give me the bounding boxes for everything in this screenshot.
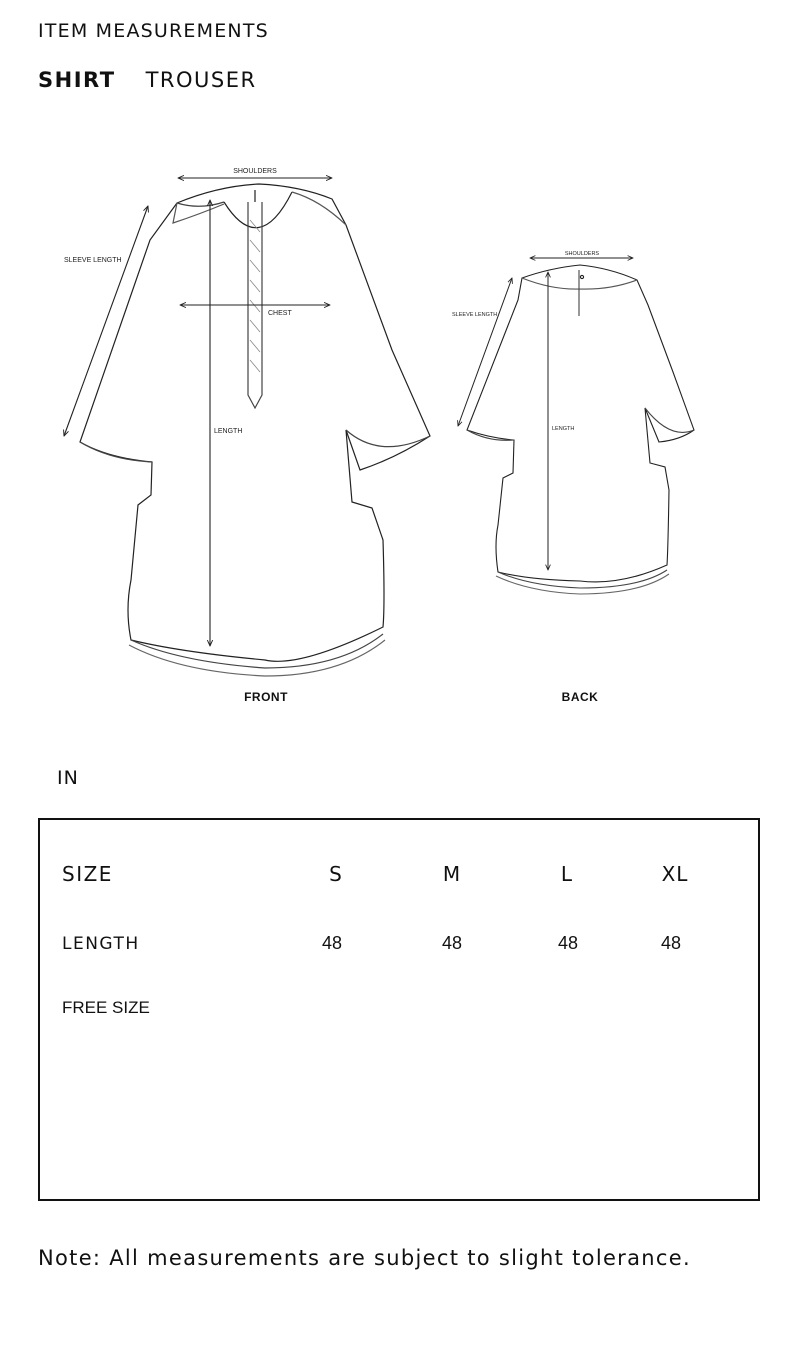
- back-garment-drawing: [467, 265, 694, 594]
- size-header-label: SIZE: [62, 862, 113, 886]
- length-value-l: 48: [557, 933, 579, 953]
- row-label-length: LENGTH: [62, 934, 140, 954]
- free-size-note: FREE SIZE: [62, 998, 150, 1017]
- front-caption: FRONT: [244, 690, 288, 704]
- size-col-m: M: [442, 862, 462, 886]
- front-garment-drawing: [80, 184, 430, 676]
- back-caption: BACK: [561, 690, 599, 704]
- front-sleeve-label: SLEEVE LENGTH: [64, 257, 122, 264]
- length-value-s: 48: [321, 933, 343, 953]
- front-chest-label: CHEST: [268, 310, 292, 317]
- page-title: ITEM MEASUREMENTS: [38, 20, 269, 42]
- unit-label[interactable]: IN: [57, 767, 79, 789]
- tab-shirt[interactable]: SHIRT: [38, 68, 116, 92]
- front-measure-lines: [64, 178, 332, 646]
- front-length-label: LENGTH: [214, 428, 243, 435]
- size-col-l: L: [560, 862, 574, 886]
- back-shoulders-label: SHOULDERS: [564, 251, 600, 257]
- garment-tabs: [38, 68, 257, 92]
- size-col-xl: XL: [661, 862, 689, 886]
- tolerance-note: Note: All measurements are subject to slight tolerance.: [38, 1246, 691, 1270]
- length-value-xl: 48: [660, 933, 682, 953]
- measurement-diagrams: [0, 140, 800, 740]
- back-measure-lines: [458, 258, 633, 570]
- front-shoulders-label: SHOULDERS: [233, 168, 277, 175]
- back-length-label: LENGTH: [552, 426, 575, 432]
- tab-trouser[interactable]: TROUSER: [145, 68, 257, 92]
- garment-sketch: [0, 140, 800, 700]
- back-sleeve-label: SLEEVE LENGTH: [452, 312, 498, 318]
- size-table: [38, 818, 760, 1201]
- size-col-s: S: [329, 862, 343, 886]
- length-value-m: 48: [441, 933, 463, 953]
